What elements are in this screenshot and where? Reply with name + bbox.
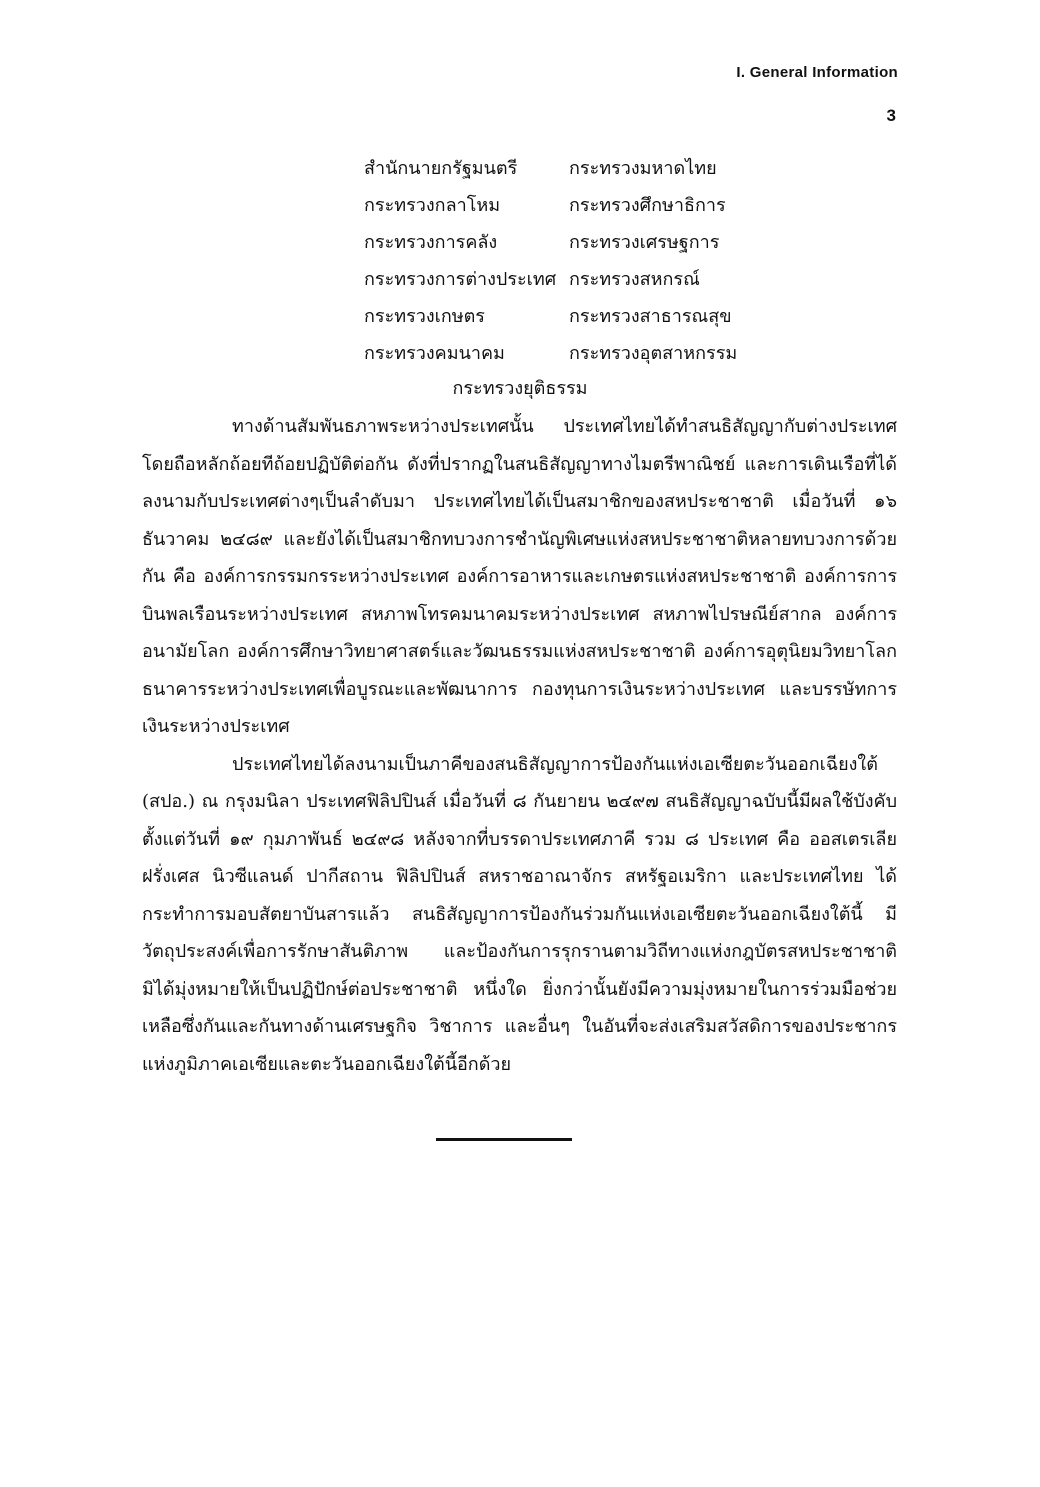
ministry-item: กระทรวงมหาดไทย [569,158,717,179]
ministry-item: กระทรวงคมนาคม [364,343,505,364]
ministry-item: กระทรวงเศรษฐการ [569,232,720,253]
body-text [142,408,897,1083]
ministry-item: กระทรวงสาธารณสุข [569,306,732,327]
ministry-list [364,155,784,367]
page-number: 3 [886,106,896,125]
ministry-item: กระทรวงกลาโหม [364,195,501,216]
ministry-item-last: กระทรวงยุติธรรม [452,378,588,399]
ministry-item: กระทรวงสหกรณ์ [569,269,700,290]
ministry-item: กระทรวงเกษตร [364,306,485,327]
ministry-item: กระทรวงอุตสาหกรรม [569,343,738,364]
section-divider [436,1138,572,1141]
section-header: I. General Information [736,64,898,81]
ministry-item: กระทรวงการต่างประเทศ [364,269,557,290]
ministry-item: กระทรวงศึกษาธิการ [569,195,726,216]
paragraph-seato: ประเทศไทยได้ลงนามเป็นภาคีของสนธิสัญญาการป้องกันแห่งเอเซียตะวันออกเฉียงใต้ (สปอ.) ณ กรุงมนิลา ประเทศฟิลิปปินส์ เมื่อวันที่ ๘ กันยายน ๒๔๙๗ สนธิสัญญาฉบับนี้มีผลใช้บังคับตั้งแต่วันที่ ๑๙ กุมภาพันธ์ ๒๔๙๘ หลังจากที่บรรดาประเทศภาคี รวม ๘ ประเทศ คือ ออสเตรเลีย ฝรั่งเศส นิวซีแลนด์ ปากีสถาน ฟิลิปปินส์ สหราชอาณาจักร สหรัฐอเมริกา และประเทศไทย ได้กระทำการมอบสัตยาบันสารแล้ว สนธิสัญญาการป้องกันร่วมกันแห่งเอเซียตะวันออกเฉียงใต้นี้ มีวัตถุประสงค์เพื่อการรักษาสันติภาพ และป้องกันการรุกรานตามวิถีทางแห่งกฎบัตรสหประชาชาติ มิได้มุ่งหมายให้เป็นปฏิปักษ์ต่อประชาชาติ หนึ่งใด ยิ่งกว่านั้นยังมีความมุ่งหมายในการร่วมมือช่วยเหลือซึ่งกันและกันทางด้านเศรษฐกิจ วิชาการ และอื่นๆ ในอันที่จะส่งเสริมสวัสดิการของประชากรแห่งภูมิภาคเอเซียและตะวันออกเฉียงใต้นี้อีกด้วย [142,753,897,1075]
ministry-item: สำนักนายกรัฐมนตรี [364,158,518,179]
ministry-item: กระทรวงการคลัง [364,232,498,253]
paragraph-international-relations: ทางด้านสัมพันธภาพระหว่างประเทศนั้น ประเทศไทยได้ทำสนธิสัญญากับต่างประเทศโดยถือหลักถ้อยทีถ้อยปฏิบัติต่อกัน ดังที่ปรากฏในสนธิสัญญาทางไมตรีพาณิชย์ และการเดินเรือที่ได้ลงนามกับประเทศต่างๆเป็นลำดับมา ประเทศไทยได้เป็นสมาชิกของสหประชาชาติ เมื่อวันที่ ๑๖ ธันวาคม ๒๔๘๙ และยังได้เป็นสมาชิกทบวงการชำนัญพิเศษแห่งสหประชาชาติหลายทบวงการด้วยกัน คือ องค์การกรรมกรระหว่างประเทศ องค์การอาหารและเกษตรแห่งสหประชาชาติ องค์การการบินพลเรือนระหว่างประเทศ สหภาพโทรคมนาคมระหว่างประเทศ สหภาพไปรษณีย์สากล องค์การอนามัยโลก องค์การศึกษาวิทยาศาสตร์และวัฒนธรรมแห่งสหประชาชาติ องค์การอุตุนิยมวิทยาโลก ธนาคารระหว่างประเทศเพื่อบูรณะและพัฒนาการ กองทุนการเงินระหว่างประเทศ และบรรษัทการเงินระหว่างประเทศ [142,416,897,737]
